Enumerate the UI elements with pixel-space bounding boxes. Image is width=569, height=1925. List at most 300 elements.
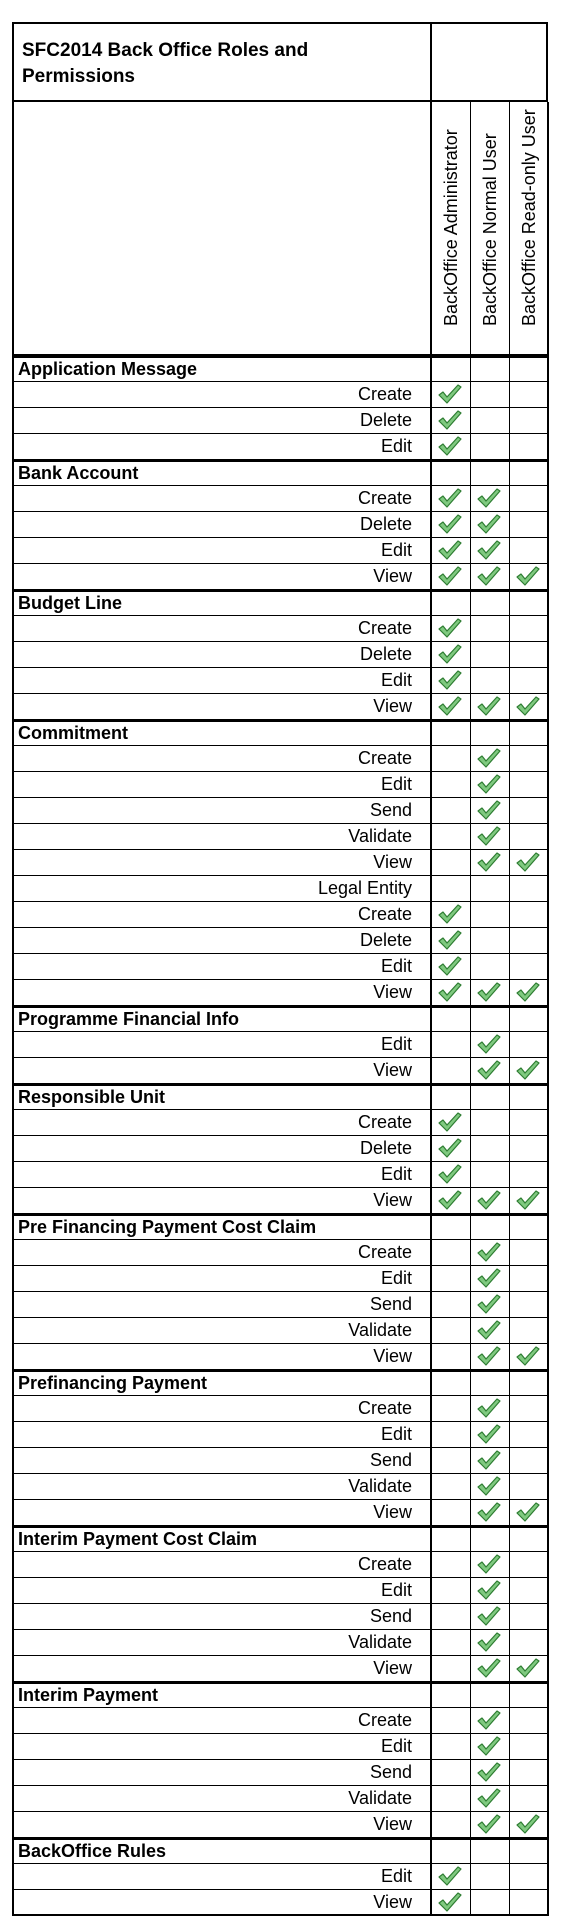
permission-cell-normal-user <box>471 1422 510 1448</box>
permission-cell-normal-user <box>471 772 510 798</box>
permission-group-row <box>12 1370 548 1396</box>
action-label: Create <box>12 1110 432 1136</box>
permission-action-row <box>12 850 548 876</box>
permission-cell-read-only-user <box>510 642 549 668</box>
permission-action-row <box>12 1318 548 1344</box>
permission-cell-administrator <box>432 1838 471 1864</box>
permission-cell-normal-user <box>471 356 510 382</box>
permission-cell-administrator <box>432 538 471 564</box>
permission-action-row <box>12 954 548 980</box>
permission-cell-normal-user <box>471 928 510 954</box>
permission-action-row <box>12 902 548 928</box>
checkmark-icon <box>515 695 541 717</box>
checkmark-icon <box>476 1657 502 1679</box>
permission-cell-administrator <box>432 694 471 720</box>
permission-action-row <box>12 876 548 902</box>
permission-cell-read-only-user <box>510 1006 549 1032</box>
action-label: View <box>12 1656 432 1682</box>
permission-cell-administrator <box>432 1006 471 1032</box>
action-label: View <box>12 850 432 876</box>
permission-action-row <box>12 382 548 408</box>
permission-cell-read-only-user <box>510 1708 549 1734</box>
permission-cell-normal-user <box>471 798 510 824</box>
permission-cell-normal-user <box>471 1526 510 1552</box>
action-label: Delete <box>12 928 432 954</box>
permission-action-row <box>12 694 548 720</box>
checkmark-icon <box>476 565 502 587</box>
permission-cell-read-only-user <box>510 1422 549 1448</box>
action-label: Legal Entity <box>12 876 432 902</box>
checkmark-icon <box>476 1033 502 1055</box>
permission-cell-normal-user <box>471 694 510 720</box>
action-label: Create <box>12 746 432 772</box>
permission-cell-administrator <box>432 772 471 798</box>
permission-cell-normal-user <box>471 486 510 512</box>
checkmark-icon <box>476 851 502 873</box>
permission-cell-administrator <box>432 1864 471 1890</box>
permission-action-row <box>12 1110 548 1136</box>
permission-action-row <box>12 1656 548 1682</box>
permission-cell-normal-user <box>471 1734 510 1760</box>
checkmark-icon <box>476 513 502 535</box>
checkmark-icon <box>437 643 463 665</box>
permission-cell-normal-user <box>471 1110 510 1136</box>
permission-cell-read-only-user <box>510 1630 549 1656</box>
permission-cell-normal-user <box>471 876 510 902</box>
permission-cell-normal-user <box>471 954 510 980</box>
permission-cell-normal-user <box>471 382 510 408</box>
action-label: View <box>12 1058 432 1084</box>
permission-cell-administrator <box>432 1656 471 1682</box>
action-label: Create <box>12 1240 432 1266</box>
permission-cell-normal-user <box>471 1578 510 1604</box>
action-label: Create <box>12 486 432 512</box>
permission-cell-read-only-user <box>510 512 549 538</box>
checkmark-icon <box>437 1163 463 1185</box>
checkmark-icon <box>515 1501 541 1523</box>
permission-action-row <box>12 1266 548 1292</box>
checkmark-icon <box>437 383 463 405</box>
action-label: Edit <box>12 1578 432 1604</box>
permission-action-row <box>12 1630 548 1656</box>
action-label: Edit <box>12 668 432 694</box>
checkmark-icon <box>476 1761 502 1783</box>
permission-cell-read-only-user <box>510 408 549 434</box>
checkmark-icon <box>476 1059 502 1081</box>
action-label: Edit <box>12 954 432 980</box>
permission-action-row <box>12 1240 548 1266</box>
permission-cell-normal-user <box>471 1786 510 1812</box>
action-label: Create <box>12 616 432 642</box>
permission-group-row <box>12 356 548 382</box>
permission-cell-read-only-user <box>510 434 549 460</box>
permission-cell-read-only-user <box>510 1786 549 1812</box>
action-label: View <box>12 694 432 720</box>
action-label: Create <box>12 1708 432 1734</box>
permission-cell-administrator <box>432 876 471 902</box>
role-label: BackOffice Read-only User <box>518 109 539 326</box>
permission-cell-administrator <box>432 980 471 1006</box>
checkmark-icon <box>515 1059 541 1081</box>
permission-cell-normal-user <box>471 1084 510 1110</box>
permission-group-row <box>12 1682 548 1708</box>
group-label: Bank Account <box>12 460 432 486</box>
checkmark-icon <box>437 513 463 535</box>
header-label-cell <box>12 102 432 356</box>
permission-cell-administrator <box>432 798 471 824</box>
permission-cell-administrator <box>432 1084 471 1110</box>
permission-action-row <box>12 538 548 564</box>
permission-cell-administrator <box>432 1630 471 1656</box>
group-label: Responsible Unit <box>12 1084 432 1110</box>
permission-cell-read-only-user <box>510 668 549 694</box>
permission-action-row <box>12 668 548 694</box>
permission-cell-read-only-user <box>510 616 549 642</box>
permission-cell-normal-user <box>471 824 510 850</box>
action-label: View <box>12 1500 432 1526</box>
permission-cell-administrator <box>432 1786 471 1812</box>
permission-action-row <box>12 1812 548 1838</box>
checkmark-icon <box>476 825 502 847</box>
permission-cell-normal-user <box>471 1136 510 1162</box>
checkmark-icon <box>476 1631 502 1653</box>
checkmark-icon <box>476 1189 502 1211</box>
permission-cell-administrator <box>432 1682 471 1708</box>
checkmark-icon <box>437 1137 463 1159</box>
permission-cell-read-only-user <box>510 798 549 824</box>
permission-cell-normal-user <box>471 1864 510 1890</box>
permission-cell-normal-user <box>471 1396 510 1422</box>
checkmark-icon <box>476 1813 502 1835</box>
permission-cell-administrator <box>432 1214 471 1240</box>
permission-action-row <box>12 928 548 954</box>
permission-cell-normal-user <box>471 1474 510 1500</box>
permission-cell-read-only-user <box>510 1240 549 1266</box>
action-label: Delete <box>12 512 432 538</box>
action-label: View <box>12 1344 432 1370</box>
permission-action-row <box>12 1708 548 1734</box>
permission-cell-normal-user <box>471 1448 510 1474</box>
action-label: Validate <box>12 1786 432 1812</box>
permission-cell-normal-user <box>471 720 510 746</box>
checkmark-icon <box>476 1449 502 1471</box>
checkmark-icon <box>476 1319 502 1341</box>
checkmark-icon <box>437 409 463 431</box>
permission-cell-normal-user <box>471 1630 510 1656</box>
permission-group-row <box>12 1006 548 1032</box>
permission-cell-read-only-user <box>510 850 549 876</box>
title-blank-cell <box>432 22 548 102</box>
permission-cell-normal-user <box>471 538 510 564</box>
checkmark-icon <box>437 435 463 457</box>
permission-cell-read-only-user <box>510 720 549 746</box>
checkmark-icon <box>437 565 463 587</box>
permission-cell-read-only-user <box>510 1162 549 1188</box>
permission-action-row <box>12 1604 548 1630</box>
permission-cell-read-only-user <box>510 382 549 408</box>
permission-cell-read-only-user <box>510 1448 549 1474</box>
permission-cell-normal-user <box>471 1370 510 1396</box>
permission-cell-read-only-user <box>510 564 549 590</box>
permission-cell-read-only-user <box>510 1552 549 1578</box>
permission-cell-read-only-user <box>510 1474 549 1500</box>
permission-cell-administrator <box>432 1604 471 1630</box>
permission-cell-administrator <box>432 1578 471 1604</box>
permission-cell-administrator <box>432 1292 471 1318</box>
action-label: Edit <box>12 1864 432 1890</box>
checkmark-icon <box>476 1787 502 1809</box>
permission-cell-normal-user <box>471 590 510 616</box>
permission-cell-read-only-user <box>510 980 549 1006</box>
permission-action-row <box>12 642 548 668</box>
permission-cell-normal-user <box>471 1032 510 1058</box>
permission-cell-administrator <box>432 590 471 616</box>
checkmark-icon <box>476 1735 502 1757</box>
action-label: Send <box>12 1448 432 1474</box>
checkmark-icon <box>437 487 463 509</box>
permission-cell-administrator <box>432 668 471 694</box>
permission-cell-read-only-user <box>510 1344 549 1370</box>
checkmark-icon <box>476 773 502 795</box>
permission-group-row <box>12 460 548 486</box>
permission-cell-read-only-user <box>510 1656 549 1682</box>
permission-cell-read-only-user <box>510 1890 549 1916</box>
permission-action-row <box>12 1162 548 1188</box>
checkmark-icon <box>476 747 502 769</box>
checkmark-icon <box>476 799 502 821</box>
permission-cell-administrator <box>432 1448 471 1474</box>
checkmark-icon <box>437 695 463 717</box>
permission-cell-administrator <box>432 434 471 460</box>
permission-group-row <box>12 1838 548 1864</box>
permission-cell-read-only-user <box>510 1734 549 1760</box>
permission-cell-read-only-user <box>510 1864 549 1890</box>
permission-cell-normal-user <box>471 1838 510 1864</box>
permission-cell-administrator <box>432 1812 471 1838</box>
permission-cell-administrator <box>432 902 471 928</box>
permission-cell-normal-user <box>471 1344 510 1370</box>
checkmark-icon <box>515 1813 541 1835</box>
permission-cell-normal-user <box>471 564 510 590</box>
group-label: Budget Line <box>12 590 432 616</box>
checkmark-icon <box>437 955 463 977</box>
checkmark-icon <box>476 1345 502 1367</box>
permission-cell-administrator <box>432 1136 471 1162</box>
permission-cell-administrator <box>432 1032 471 1058</box>
group-label: Programme Financial Info <box>12 1006 432 1032</box>
permission-cell-administrator <box>432 460 471 486</box>
permission-cell-administrator <box>432 1396 471 1422</box>
action-label: Edit <box>12 772 432 798</box>
role-label: BackOffice Normal User <box>480 133 500 326</box>
permission-action-row <box>12 564 548 590</box>
permission-action-row <box>12 798 548 824</box>
permission-cell-read-only-user <box>510 928 549 954</box>
permission-cell-administrator <box>432 1760 471 1786</box>
checkmark-icon <box>476 1475 502 1497</box>
checkmark-icon <box>437 1189 463 1211</box>
checkmark-icon <box>437 903 463 925</box>
permission-cell-administrator <box>432 1474 471 1500</box>
permission-cell-read-only-user <box>510 1188 549 1214</box>
action-label: Delete <box>12 1136 432 1162</box>
permission-cell-normal-user <box>471 1760 510 1786</box>
permission-cell-read-only-user <box>510 1058 549 1084</box>
permission-cell-administrator <box>432 642 471 668</box>
permission-cell-normal-user <box>471 746 510 772</box>
action-label: Edit <box>12 1734 432 1760</box>
checkmark-icon <box>515 565 541 587</box>
action-label: Create <box>12 1396 432 1422</box>
permission-action-row <box>12 772 548 798</box>
permission-action-row <box>12 1188 548 1214</box>
permission-cell-administrator <box>432 1422 471 1448</box>
permission-cell-normal-user <box>471 460 510 486</box>
permission-cell-read-only-user <box>510 1214 549 1240</box>
checkmark-icon <box>476 487 502 509</box>
permission-action-row <box>12 1032 548 1058</box>
permission-cell-read-only-user <box>510 1370 549 1396</box>
permission-cell-administrator <box>432 1500 471 1526</box>
permission-cell-administrator <box>432 1110 471 1136</box>
permission-action-row <box>12 434 548 460</box>
action-label: Edit <box>12 1266 432 1292</box>
permission-cell-normal-user <box>471 1240 510 1266</box>
permission-cell-read-only-user <box>510 1760 549 1786</box>
checkmark-icon <box>476 1709 502 1731</box>
permission-cell-read-only-user <box>510 824 549 850</box>
permission-action-row <box>12 1760 548 1786</box>
checkmark-icon <box>515 1657 541 1679</box>
action-label: Edit <box>12 538 432 564</box>
permission-action-row <box>12 824 548 850</box>
permission-action-row <box>12 1734 548 1760</box>
checkmark-icon <box>437 617 463 639</box>
checkmark-icon <box>437 669 463 691</box>
action-label: Edit <box>12 1422 432 1448</box>
permission-action-row <box>12 486 548 512</box>
permission-action-row <box>12 1786 548 1812</box>
permission-cell-administrator <box>432 1240 471 1266</box>
permission-cell-normal-user <box>471 1552 510 1578</box>
permission-cell-normal-user <box>471 668 510 694</box>
permission-action-row <box>12 1864 548 1890</box>
permission-action-row <box>12 1292 548 1318</box>
permission-group-row <box>12 720 548 746</box>
permission-cell-read-only-user <box>510 902 549 928</box>
permission-action-row <box>12 980 548 1006</box>
permission-cell-normal-user <box>471 1656 510 1682</box>
permission-cell-read-only-user <box>510 460 549 486</box>
permission-action-row <box>12 1890 548 1916</box>
permission-cell-read-only-user <box>510 1578 549 1604</box>
permission-cell-normal-user <box>471 850 510 876</box>
permission-cell-normal-user <box>471 1006 510 1032</box>
role-label: BackOffice Administrator <box>441 129 461 326</box>
checkmark-icon <box>476 1553 502 1575</box>
permission-cell-administrator <box>432 1708 471 1734</box>
checkmark-icon <box>476 695 502 717</box>
permission-cell-administrator <box>432 824 471 850</box>
action-label: Edit <box>12 434 432 460</box>
action-label: View <box>12 1890 432 1916</box>
permission-cell-read-only-user <box>510 590 549 616</box>
action-label: View <box>12 980 432 1006</box>
permission-action-row <box>12 512 548 538</box>
action-label: Send <box>12 798 432 824</box>
group-label: Application Message <box>12 356 432 382</box>
permission-cell-normal-user <box>471 1266 510 1292</box>
checkmark-icon <box>476 1241 502 1263</box>
checkmark-icon <box>515 1189 541 1211</box>
action-label: Validate <box>12 1318 432 1344</box>
permission-cell-read-only-user <box>510 746 549 772</box>
group-label: Interim Payment <box>12 1682 432 1708</box>
action-label: Validate <box>12 1630 432 1656</box>
checkmark-icon <box>476 981 502 1003</box>
permission-cell-administrator <box>432 512 471 538</box>
action-label: Edit <box>12 1032 432 1058</box>
permission-cell-read-only-user <box>510 1136 549 1162</box>
permission-cell-read-only-user <box>510 694 549 720</box>
permission-cell-read-only-user <box>510 1838 549 1864</box>
permission-cell-read-only-user <box>510 1032 549 1058</box>
permission-cell-read-only-user <box>510 356 549 382</box>
permission-cell-administrator <box>432 954 471 980</box>
permission-cell-administrator <box>432 720 471 746</box>
checkmark-icon <box>476 1293 502 1315</box>
permission-cell-normal-user <box>471 1058 510 1084</box>
action-label: Validate <box>12 824 432 850</box>
role-header-normal-user <box>471 102 510 356</box>
permission-cell-administrator <box>432 1318 471 1344</box>
permission-cell-normal-user <box>471 1890 510 1916</box>
checkmark-icon <box>515 981 541 1003</box>
checkmark-icon <box>476 1267 502 1289</box>
role-header-read-only-user <box>510 102 549 356</box>
permission-cell-administrator <box>432 616 471 642</box>
permission-cell-administrator <box>432 1344 471 1370</box>
permission-cell-normal-user <box>471 434 510 460</box>
action-label: View <box>12 564 432 590</box>
checkmark-icon <box>515 851 541 873</box>
permission-cell-read-only-user <box>510 1084 549 1110</box>
permission-cell-normal-user <box>471 1500 510 1526</box>
checkmark-icon <box>437 1891 463 1913</box>
permission-cell-read-only-user <box>510 1812 549 1838</box>
permission-cell-read-only-user <box>510 1682 549 1708</box>
permission-action-row <box>12 1396 548 1422</box>
permission-action-row <box>12 408 548 434</box>
group-label: Prefinancing Payment <box>12 1370 432 1396</box>
permission-action-row <box>12 1058 548 1084</box>
permission-cell-read-only-user <box>510 486 549 512</box>
permission-action-row <box>12 1474 548 1500</box>
permission-cell-administrator <box>432 1890 471 1916</box>
permission-cell-administrator <box>432 486 471 512</box>
action-label: View <box>12 1188 432 1214</box>
action-label: Send <box>12 1292 432 1318</box>
permission-cell-normal-user <box>471 902 510 928</box>
permission-cell-administrator <box>432 564 471 590</box>
permission-action-row <box>12 1448 548 1474</box>
role-header-administrator <box>432 102 471 356</box>
action-label: View <box>12 1812 432 1838</box>
checkmark-icon <box>476 1397 502 1419</box>
permission-cell-administrator <box>432 1188 471 1214</box>
checkmark-icon <box>437 1865 463 1887</box>
permission-group-row <box>12 1214 548 1240</box>
